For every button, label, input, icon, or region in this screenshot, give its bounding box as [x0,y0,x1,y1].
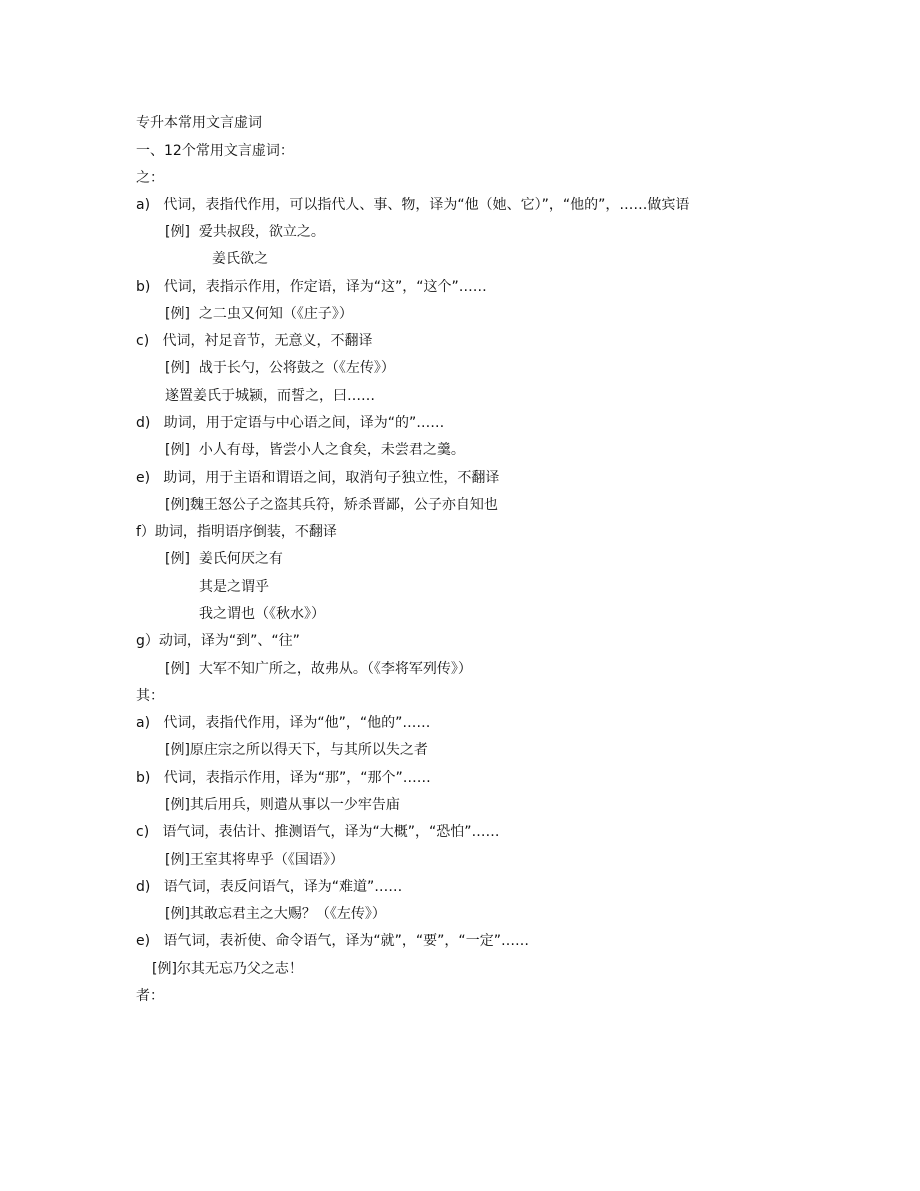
section-heading: 一、12个常用文言虚词： [136,143,294,159]
zhi-example-b: [例] 之二虫又何知（《庄子》） [165,306,353,322]
qi-item-d: d) 语气词，表反问语气，译为“难道”…… [136,879,403,895]
qi-example-d: [例]其敢忘君主之大赐？（《左传》） [165,906,386,922]
zhi-example-a-2: 姜氏欲之 [212,251,268,267]
qi-item-b: b) 代词，表指示作用，译为“那”，“那个”…… [136,770,431,786]
zhi-example-f: [例] 姜氏何厌之有 [165,551,283,567]
qi-example-e: [例]尔其无忘乃父之志！ [152,961,303,977]
zhi-item-a: a) 代词，表指代作用，可以指代人、事、物，译为“他（她、它）”，“他的”，……做宾语 [136,197,690,213]
document-title: 专升本常用文言虚词 [136,115,262,131]
qi-example-c: [例]王室其将卑乎（《国语》） [165,852,344,868]
qi-item-a: a) 代词，表指代作用，译为“他”，“他的”…… [136,715,431,731]
zhi-heading: 之： [136,170,164,186]
qi-example-a: [例]原庄宗之所以得天下，与其所以失之者 [165,742,428,758]
zhi-example-d: [例] 小人有母，皆尝小人之食矣，未尝君之羹。 [165,442,465,458]
zhi-item-e: e) 助词，用于主语和谓语之间，取消句子独立性，不翻译 [136,470,500,486]
qi-heading: 其： [136,688,164,704]
zhi-item-b: b) 代词，表指示作用，作定语，译为“这”，“这个”…… [136,279,487,295]
zhe-heading: 者： [136,988,164,1004]
qi-example-b: [例]其后用兵，则遣从事以一少牢告庙 [165,797,400,813]
zhi-example-a: [例] 爱共叔段，欲立之。 [165,224,325,240]
zhi-item-g: g）动词，译为“到”、“往” [136,633,300,649]
zhi-item-c: c) 代词，衬足音节，无意义，不翻译 [136,333,373,349]
zhi-example-c-2: 遂置姜氏于城颍，而誓之，曰…… [165,388,375,404]
zhi-item-d: d) 助词，用于定语与中心语之间，译为“的”…… [136,415,445,431]
zhi-example-c: [例] 战于长勺，公将鼓之（《左传》） [165,360,395,376]
zhi-example-g: [例] 大军不知广所之，故弗从。（《李将军列传》） [165,661,472,677]
zhi-example-f-2: 其是之谓乎 [199,579,269,595]
qi-item-e: e) 语气词，表祈使、命令语气，译为“就”，“要”，“一定”…… [136,933,529,949]
zhi-item-f: f）助词，指明语序倒装，不翻译 [136,524,337,540]
qi-item-c: c) 语气词，表估计、推测语气，译为“大概”，“恐怕”…… [136,824,500,840]
zhi-example-f-3: 我之谓也（《秋水》） [199,606,325,622]
zhi-example-e: [例]魏王怒公子之盗其兵符，矫杀晋鄙，公子亦自知也 [165,497,498,513]
